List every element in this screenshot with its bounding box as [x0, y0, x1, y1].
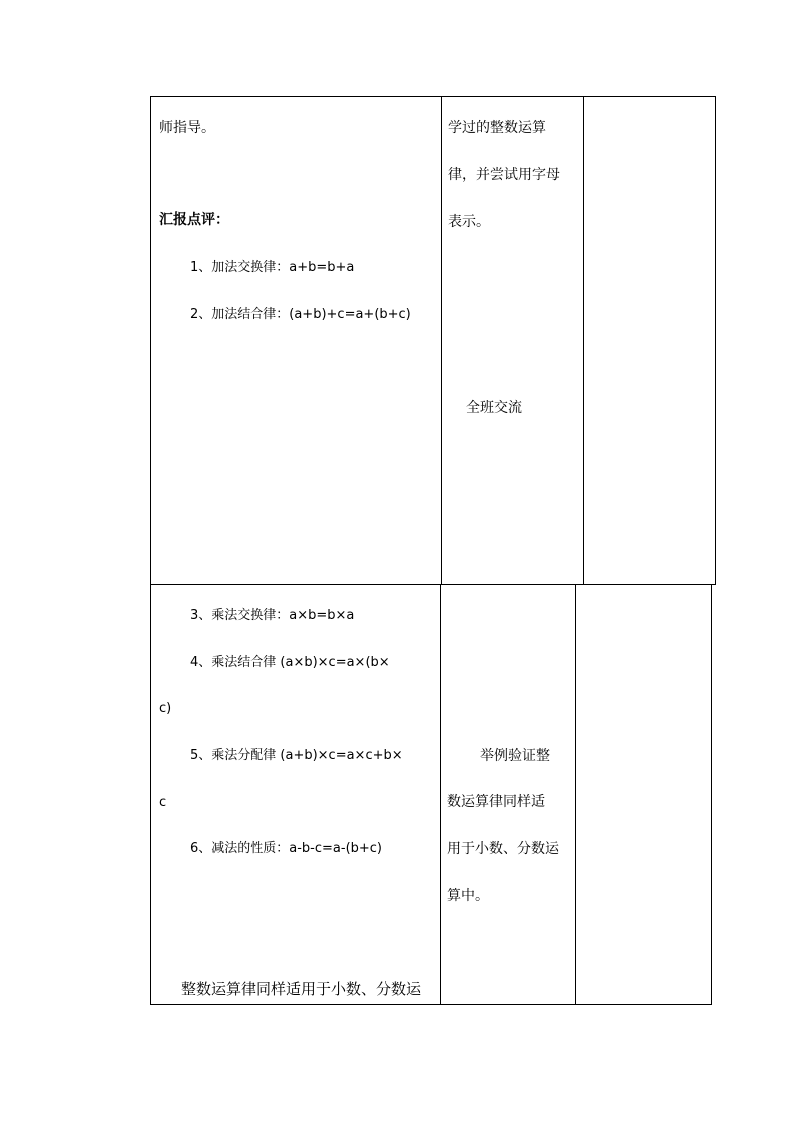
verify-line-3: 用于小数、分数运	[447, 841, 559, 857]
law-item-1: 1、加法交换律：a+b=b+a	[190, 260, 355, 275]
verify-line-2: 数运算律同样适	[447, 794, 545, 810]
block2-divider-1	[440, 584, 441, 1005]
law-item-5: 5、乘法分配律 (a+b)×c=a×c+b×	[190, 748, 403, 763]
verify-line-1: 举例验证整	[480, 748, 550, 764]
summary-text: 整数运算律同样适用于小数、分数运	[181, 980, 422, 998]
block2-divider-2	[575, 584, 576, 1005]
table-block-1	[150, 96, 716, 585]
law-item-4: 4、乘法结合律 (a×b)×c=a×(b×	[190, 655, 390, 670]
teacher-guide-text: 师指导。	[159, 120, 215, 136]
activity-line-4: 全班交流	[466, 400, 522, 416]
table-block-2	[150, 584, 712, 1005]
law-item-5-continued: c	[159, 795, 167, 810]
law-item-3: 3、乘法交换律：a×b=b×a	[190, 608, 355, 623]
block1-divider-1	[441, 96, 442, 585]
report-heading: 汇报点评：	[159, 212, 229, 228]
law-item-4-continued: c)	[159, 701, 172, 716]
activity-line-1: 学过的整数运算	[448, 120, 546, 136]
verify-line-4: 算中。	[447, 888, 489, 904]
law-item-2: 2、加法结合律：(a+b)+c=a+(b+c)	[190, 307, 411, 322]
activity-line-2: 律，并尝试用字母	[448, 167, 560, 183]
law-item-6: 6、减法的性质：a-b-c=a-(b+c)	[190, 841, 383, 856]
activity-line-3: 表示。	[448, 214, 490, 230]
block1-divider-2	[583, 96, 584, 585]
